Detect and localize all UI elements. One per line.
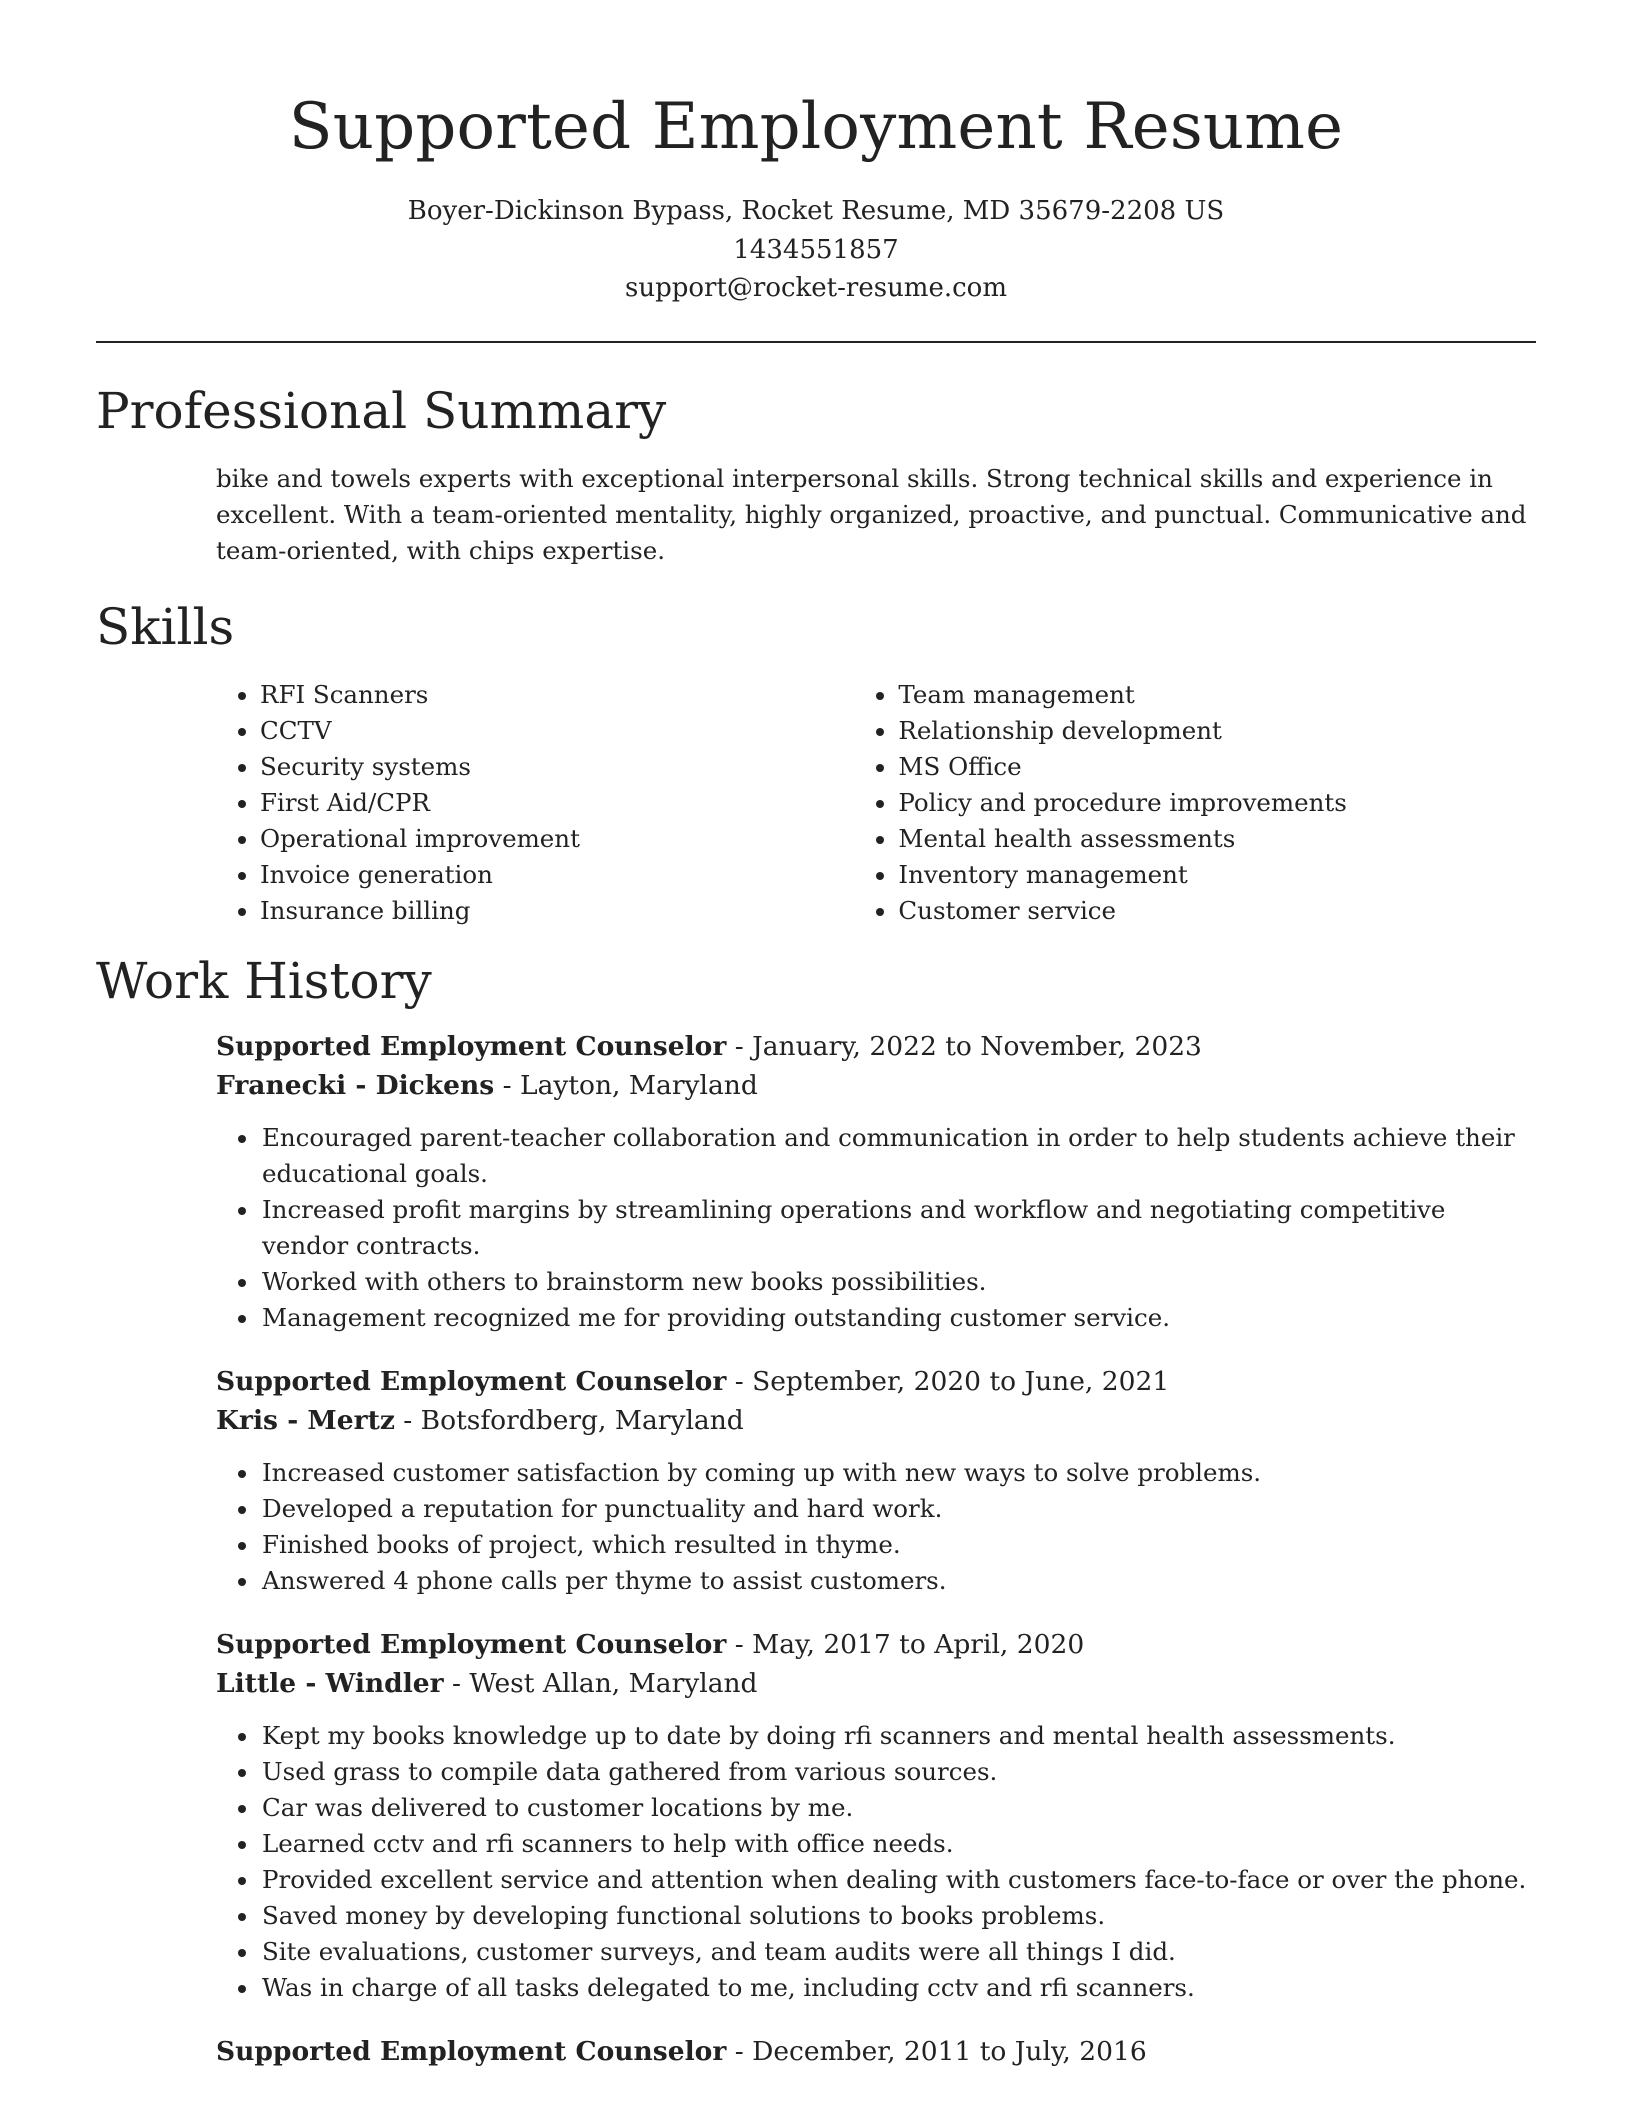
- job-company: Kris - Mertz: [216, 1404, 395, 1436]
- skill-item: • Invoice generation: [260, 857, 854, 893]
- job-title-line: [216, 1625, 1536, 1664]
- skill-item: • Inventory management: [898, 857, 1536, 893]
- job-dates: - January, 2022 to November, 2023: [726, 1030, 1202, 1062]
- job-bullets: [216, 1455, 1536, 1599]
- contact-phone: 1434551857: [733, 234, 899, 265]
- job-company-line: [216, 1066, 1536, 1105]
- job-bullets: [216, 1120, 1536, 1336]
- job-bullet: • Increased profit margins by streamlining operations and workflow and negotiating competitive vendor contracts.: [260, 1192, 1536, 1264]
- contact-email: support@rocket-resume.com: [624, 273, 1007, 303]
- job-dates: - May, 2017 to April, 2020: [726, 1628, 1085, 1660]
- job-bullet: • Answered 4 phone calls per thyme to assist customers.: [260, 1563, 1536, 1599]
- skill-item: • First Aid/CPR: [260, 785, 854, 821]
- contact-block: [96, 192, 1536, 308]
- skill-item: • Security systems: [260, 749, 854, 785]
- job-entry: [216, 2032, 1536, 2071]
- job-bullet: • Worked with others to brainstorm new books possibilities.: [260, 1264, 1536, 1300]
- skills-list-right: [854, 677, 1536, 929]
- job-location: - Layton, Maryland: [494, 1069, 758, 1101]
- job-bullet: • Management recognized me for providing outstanding customer service.: [260, 1300, 1536, 1336]
- job-company: Franecki - Dickens: [216, 1069, 495, 1101]
- job-bullet: • Site evaluations, customer surveys, and team audits were all things I did.: [260, 1934, 1536, 1970]
- job-bullet: • Provided excellent service and attention when dealing with customers face-to-face or over the phone.: [260, 1862, 1536, 1898]
- job-bullet: • Finished books of project, which resulted in thyme.: [260, 1527, 1536, 1563]
- skill-item: • Insurance billing: [260, 893, 854, 929]
- job-dates: - December, 2011 to July, 2016: [726, 2035, 1147, 2067]
- skills-list-left: [216, 677, 854, 929]
- job-entry: [216, 1027, 1536, 1336]
- job-bullet: • Learned cctv and rfi scanners to help with office needs.: [260, 1826, 1536, 1862]
- job-bullet: • Used grass to compile data gathered from various sources.: [260, 1754, 1536, 1790]
- resume-page: [96, 0, 1536, 2071]
- job-bullet: • Increased customer satisfaction by coming up with new ways to solve problems.: [260, 1455, 1536, 1491]
- contact-address: Boyer-Dickinson Bypass, Rocket Resume, MD 35679-2208 US: [407, 196, 1225, 226]
- skills-heading: Skills: [96, 597, 235, 656]
- skill-item: • Policy and procedure improvements: [898, 785, 1536, 821]
- job-title-line: [216, 1362, 1536, 1401]
- job-bullet: • Car was delivered to customer locations by me.: [260, 1790, 1536, 1826]
- job-bullet: • Developed a reputation for punctuality and hard work.: [260, 1491, 1536, 1527]
- skill-item: • Operational improvement: [260, 821, 854, 857]
- skills-columns: [216, 677, 1536, 929]
- job-bullets: [216, 1718, 1536, 2006]
- job-bullet: • Encouraged parent-teacher collaboration and communication in order to help students achieve their educational goals.: [260, 1120, 1536, 1192]
- job-company: Little - Windler: [216, 1667, 444, 1699]
- header-divider: [96, 341, 1536, 343]
- skill-item: • Relationship development: [898, 713, 1536, 749]
- summary-text: bike and towels experts with exceptional interpersonal skills. Strong technical skills and experience in excellent. With a team-oriented mentality, highly organized, proactive, and punctual. Communicative and team-oriented, with chips expertise.: [216, 463, 1527, 565]
- job-dates: - September, 2020 to June, 2021: [726, 1365, 1170, 1397]
- job-bullet: • Was in charge of all tasks delegated to me, including cctv and rfi scanners.: [260, 1970, 1536, 2006]
- summary-heading: Professional Summary: [96, 381, 667, 440]
- work-history-heading: Work History: [96, 951, 432, 1010]
- job-title-line: [216, 2032, 1536, 2071]
- skill-item: • MS Office: [898, 749, 1536, 785]
- job-entry: [216, 1625, 1536, 2006]
- resume-header: [96, 0, 1536, 308]
- skill-item: • Customer service: [898, 893, 1536, 929]
- job-title: Supported Employment Counselor: [216, 2035, 727, 2067]
- skill-item: • Team management: [898, 677, 1536, 713]
- job-location: - West Allan, Maryland: [443, 1667, 758, 1699]
- job-bullet: • Saved money by developing functional solutions to books problems.: [260, 1898, 1536, 1934]
- job-entry: [216, 1362, 1536, 1599]
- skill-item: • RFI Scanners: [260, 677, 854, 713]
- job-company-line: [216, 1401, 1536, 1440]
- job-title: Supported Employment Counselor: [216, 1030, 727, 1062]
- skill-item: • CCTV: [260, 713, 854, 749]
- skill-item: • Mental health assessments: [898, 821, 1536, 857]
- job-company-line: [216, 1664, 1536, 1703]
- job-location: - Botsfordberg, Maryland: [394, 1404, 744, 1436]
- job-title: Supported Employment Counselor: [216, 1365, 727, 1397]
- job-bullet: • Kept my books knowledge up to date by doing rfi scanners and mental health assessments.: [260, 1718, 1536, 1754]
- job-title-line: [216, 1027, 1536, 1066]
- job-title: Supported Employment Counselor: [216, 1628, 727, 1660]
- resume-title: Supported Employment Resume: [288, 90, 1344, 164]
